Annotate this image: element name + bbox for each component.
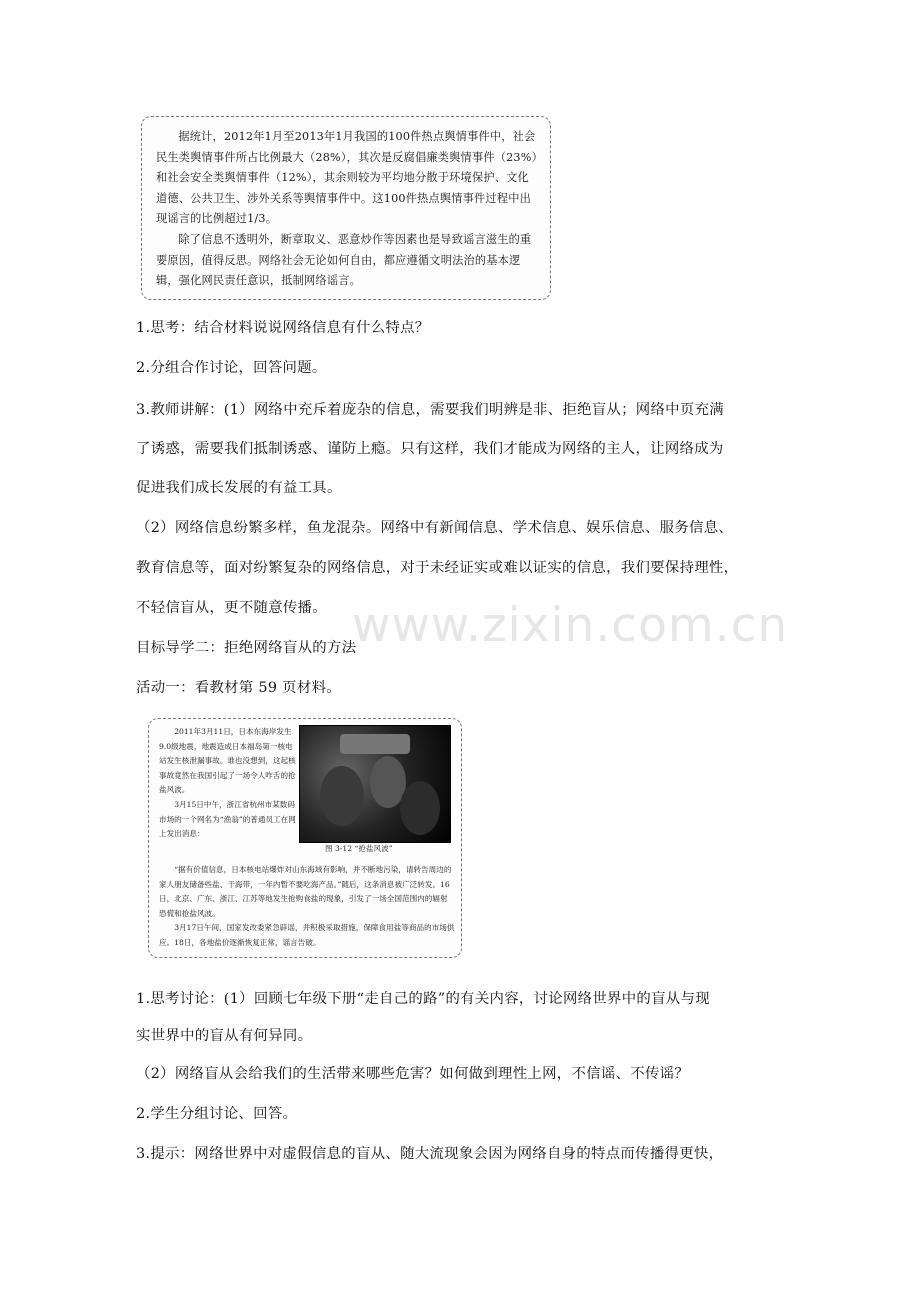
text-line: 1.思考讨论：(1）回顾七年级下册“走自己的路”的有关内容，讨论网络世界中的盲从与现 xyxy=(136,991,710,1007)
material-paragraph: “据有价值信息，日本核电站爆炸对山东海域有影响，并不断地污染，请转告周边的家人朋友储备些盐、干海带，一年内暂不要吃海产品。”随后，这条消息被广泛转发。16日，北京、广东、浙江、江苏等地发生抢购食盐的现象，引发了一场全国范围内的辐射恐慌和抢盐风波。 xyxy=(159,865,452,918)
text-line: 实世界中的盲从有何异同。 xyxy=(136,1028,313,1044)
text-line: 3.提示：网络世界中对虚假信息的盲从、随大流现象会因为网络自身的特点而传播得更快， xyxy=(136,1146,724,1162)
text-line: 教育信息等，面对纷繁复杂的网络信息，对于未经证实或难以证实的信息，我们要保持理性， xyxy=(136,560,739,576)
text-line: 3.教师讲解：(1）网络中充斥着庞杂的信息，需要我们明辨是非、拒绝盲从；网络中页充满 xyxy=(136,402,724,418)
text-line: （2）网络信息纷繁多样，鱼龙混杂。网络中有新闻信息、学术信息、娱乐信息、服务信息、 xyxy=(136,520,734,536)
text-line: 2.分组合作讨论，回答问题。 xyxy=(136,360,327,376)
watermark: www.zixin.com.cn xyxy=(352,598,789,653)
text-line: 2.学生分组讨论、回答。 xyxy=(136,1106,298,1122)
news-photo xyxy=(299,725,451,843)
text-line: （2）网络盲从会给我们的生活带来哪些危害？如何做到理性上网，不信谣、不传谣？ xyxy=(136,1066,690,1082)
text-line: 了诱惑，需要我们抵制诱惑、谨防上瘾。只有这样，我们才能成为网络的主人，让网络成为 xyxy=(136,441,724,457)
text-line: 1.思考：结合材料说说网络信息有什么特点？ xyxy=(136,320,430,336)
photo-caption: 图 3-12 “抢盐风波” xyxy=(325,844,393,853)
material-paragraph: 据统计，2012年1月至2013年1月我国的100件热点舆情事件中，社会民生类舆情事件所占比例最大（28%），其次是反腐倡廉类舆情事件（23%）和社会安全类舆情事件（12%），其余则较为平均地分散于环境保护、文化道德、公共卫生、涉外关系等舆情事件中。这100件热点舆情事件过程中出现谣言的比例超过1/3。 xyxy=(156,130,538,226)
section-heading: 目标导学二：拒绝网络盲从的方法 xyxy=(136,640,357,656)
material-paragraph: 3月17日午间，国家发改委紧急辟谣，并积极采取措施，保障食用盐等商品的市场供应。18日，各地盐价逐渐恢复正常，谣言告破。 xyxy=(159,923,455,947)
material-text xyxy=(159,725,297,842)
material-paragraph: 2011年3月11日，日本东海岸发生9.0级地震，地震造成日本福岛第一核电站发生核泄漏事故。谁也没想到，这起核事故竟然在我国引起了一场令人咋舌的抢盐风波。 xyxy=(159,727,296,795)
text-line: 促进我们成长发展的有益工具。 xyxy=(136,480,342,496)
material-box-salt-panic xyxy=(148,718,462,958)
material-box-statistics xyxy=(141,116,551,300)
material-paragraph: 3月15日中午，浙江省杭州市某数码市场的一个网名为“渔翁”的普通员工在网上发出消息： xyxy=(159,799,296,839)
material-paragraph: 除了信息不透明外，断章取义、恶意炒作等因素也是导致谣言滋生的重要原因，值得反思。网络社会无论如何自由，都应遵循文明法治的基本逻辑，强化网民责任意识，抵制网络谣言。 xyxy=(156,232,532,288)
material-text xyxy=(159,863,455,951)
activity-heading: 活动一：看教材第 59 页材料。 xyxy=(136,680,341,696)
text-line: 不轻信盲从，更不随意传播。 xyxy=(136,600,327,616)
